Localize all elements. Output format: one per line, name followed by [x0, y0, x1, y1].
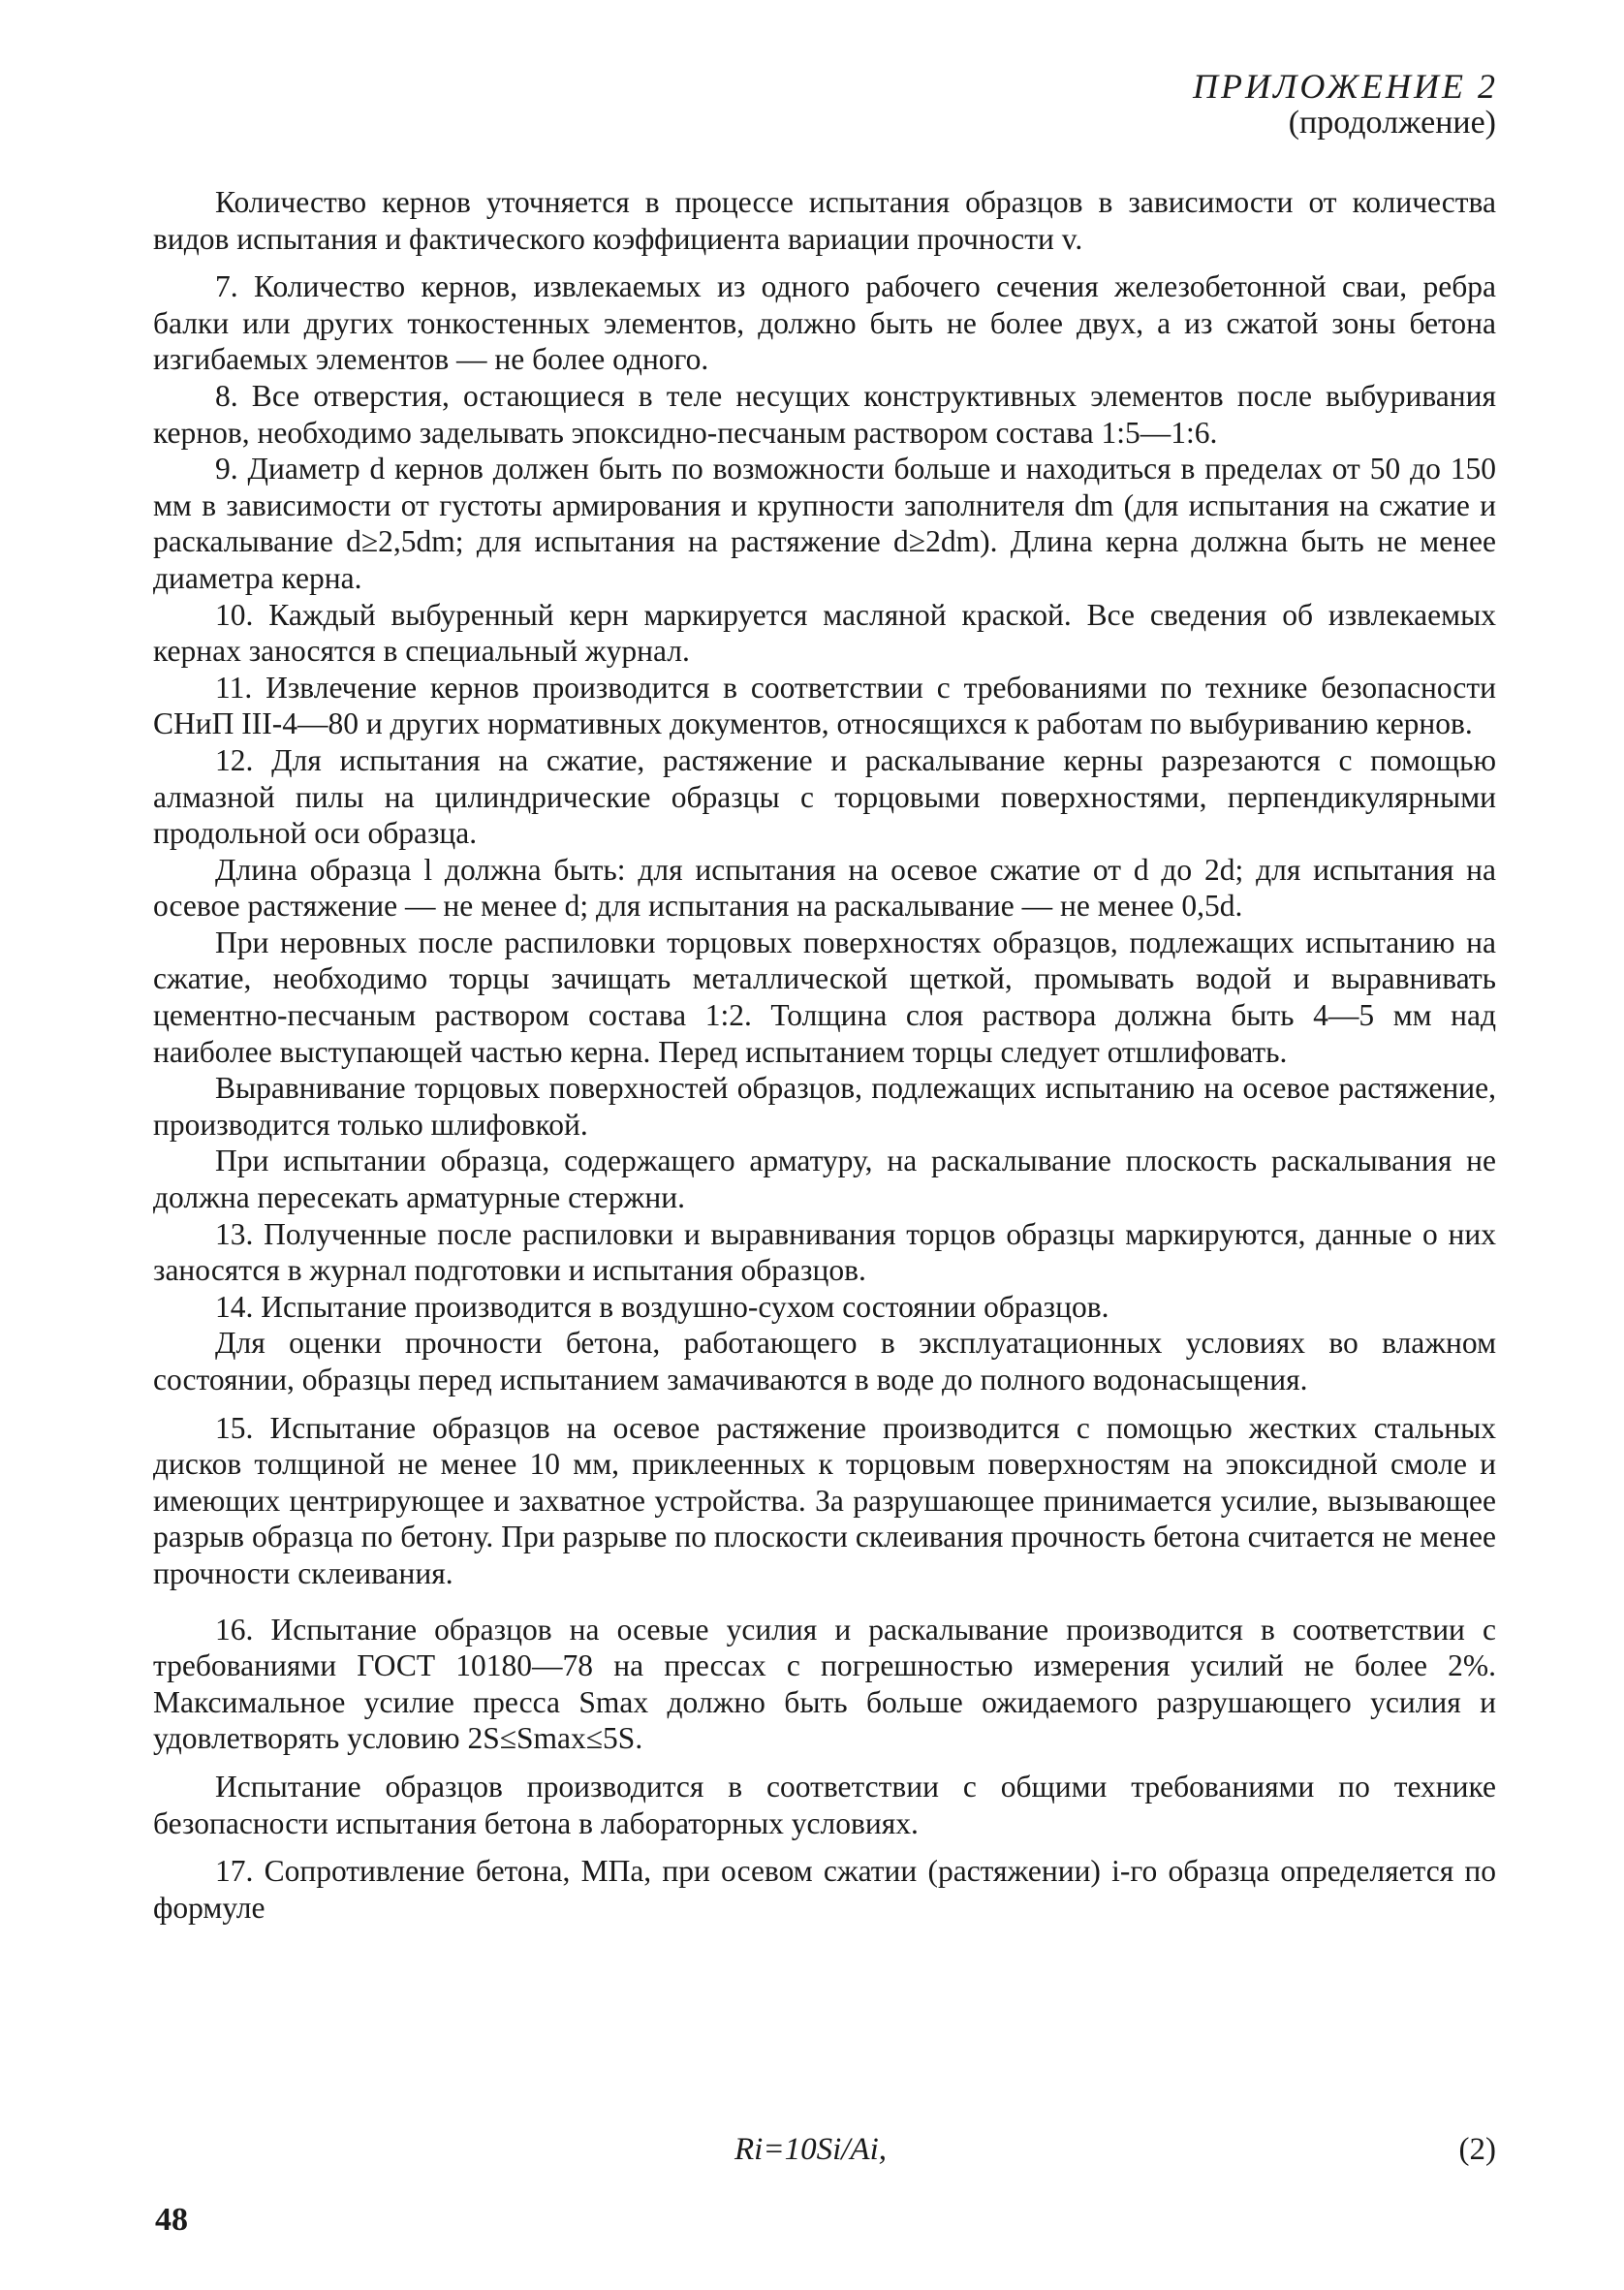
paragraph-14: 14. Испытание производится в воздушно-сухом состоянии образцов. [215, 1289, 1109, 1324]
paragraph-11: 11. Извлечение кернов производится в соответствии с требованиями по технике безопасности СНиП III-4—80 и других нормативных документов, относящихся к работам по выбуриванию кернов. [153, 670, 1496, 741]
paragraph-17: 17. Сопротивление бетона, МПа, при осевом сжатии (растяжении) i-го образца определяется по формуле [153, 1854, 1496, 1925]
page-number: 48 [155, 2202, 188, 2238]
paragraph-15: 15. Испытание образцов на осевое растяжение производится с помощью жестких стальных дисков толщиной не менее 10 мм, приклеенных к торцовым поверхностям на эпоксидной смоле и имеющих центрирующее и захватное устройства. За разрушающее принимается усилие, вызывающее разрыв образца по бетону. При разрыве по плоскости склеивания прочность бетона считается не менее прочности склеивания. [153, 1410, 1496, 1590]
paragraph-wet-condition: Для оценки прочности бетона, работающего в эксплуатационных условиях во влажном состоянии, образцы перед испытанием замачиваются в воде до полного водонасыщения. [153, 1326, 1496, 1396]
paragraph-safety: Испытание образцов производится в соответствии с общими требованиями по технике безопасности испытания бетона в лабораторных условиях. [153, 1769, 1496, 1840]
paragraph-8: 8. Все отверстия, остающиеся в теле несущих конструктивных элементов после выбуривания кернов, необходимо заделывать эпоксидно-песчаным раствором состава 1:5—1:6. [153, 378, 1496, 450]
paragraph-12: 12. Для испытания на сжатие, растяжение и раскалывание керны разрезаются с помощью алмазной пилы на цилиндрические образцы с торцовыми поверхностями, перпендикулярными продольной оси образца. [153, 742, 1496, 851]
paragraph-16: 16. Испытание образцов на осевые усилия и раскалывание производится в соответствии с требованиями ГОСТ 10180—78 на прессах с погрешностью измерения усилий не более 2%. Максимальное усилие пресса Smax должно быть больше ожидаемого разрушающего усилия и удовлетворять условию 2S≤Smax≤5S. [153, 1612, 1496, 1756]
appendix-title: ПРИЛОЖЕНИЕ 2 [1193, 67, 1498, 106]
body-text [153, 184, 1496, 1926]
paragraph-10: 10. Каждый выбуренный керн маркируется масляной краской. Все сведения об извлекаемых кернах заносятся в специальный журнал. [153, 597, 1496, 669]
paragraph-leveling: Выравнивание торцовых поверхностей образцов, подлежащих испытанию на осевое растяжение, производится только шлифовкой. [153, 1071, 1496, 1142]
paragraph-13: 13. Полученные после распиловки и выравнивания торцов образцы маркируются, данные о них заносятся в журнал подготовки и испытания образцов. [153, 1216, 1496, 1288]
paragraph-9: 9. Диаметр d кернов должен быть по возможности больше и находиться в пределах от 50 до 150 мм в зависимости от густоты армирования и крупности заполнителя dm (для испытания на сжатие и раскалывание d≥2,5dm; для испытания на растяжение d≥2dm). Длина керна должна быть не менее диаметра керна. [153, 452, 1496, 595]
paragraph-7: 7. Количество кернов, извлекаемых из одного рабочего сечения железобетонной сваи, ребра балки или других тонкостенных элементов, должно быть не более двух, а из сжатой зоны бетона изгибаемых элементов — не более одного. [153, 269, 1496, 377]
paragraph-cores-count: Количество кернов уточняется в процессе испытания образцов в зависимости от количества видов испытания и фактического коэффициента вариации прочности v. [153, 185, 1496, 256]
paragraph-sample-length: Длина образца l должна быть: для испытания на осевое сжатие от d до 2d; для испытания на осевое растяжение — не менее d; для испытания на раскалывание — не менее 0,5d. [153, 852, 1496, 924]
formula-number: (2) [1458, 2132, 1496, 2167]
paragraph-splitting-plane: При испытании образца, содержащего арматуру, на раскалывание плоскость раскалывания не должна пересекать арматурные стержни. [153, 1144, 1496, 1215]
formula-row [153, 2132, 1496, 2175]
paragraph-uneven-ends: При неровных после распиловки торцовых поверхностях образцов, подлежащих испытанию на сжатие, необходимо торцы зачищать металлической щеткой, промывать водой и выравнивать цементно-песчаным раствором состава 1:2. Толщина слоя раствора должна быть 4—5 мм над наиболее выступающей частью керна. Перед испытанием торцы следует отшлифовать. [153, 925, 1496, 1069]
appendix-subtitle: (продолжение) [1288, 105, 1496, 141]
formula: Ri=10Si/Ai, [734, 2132, 888, 2167]
